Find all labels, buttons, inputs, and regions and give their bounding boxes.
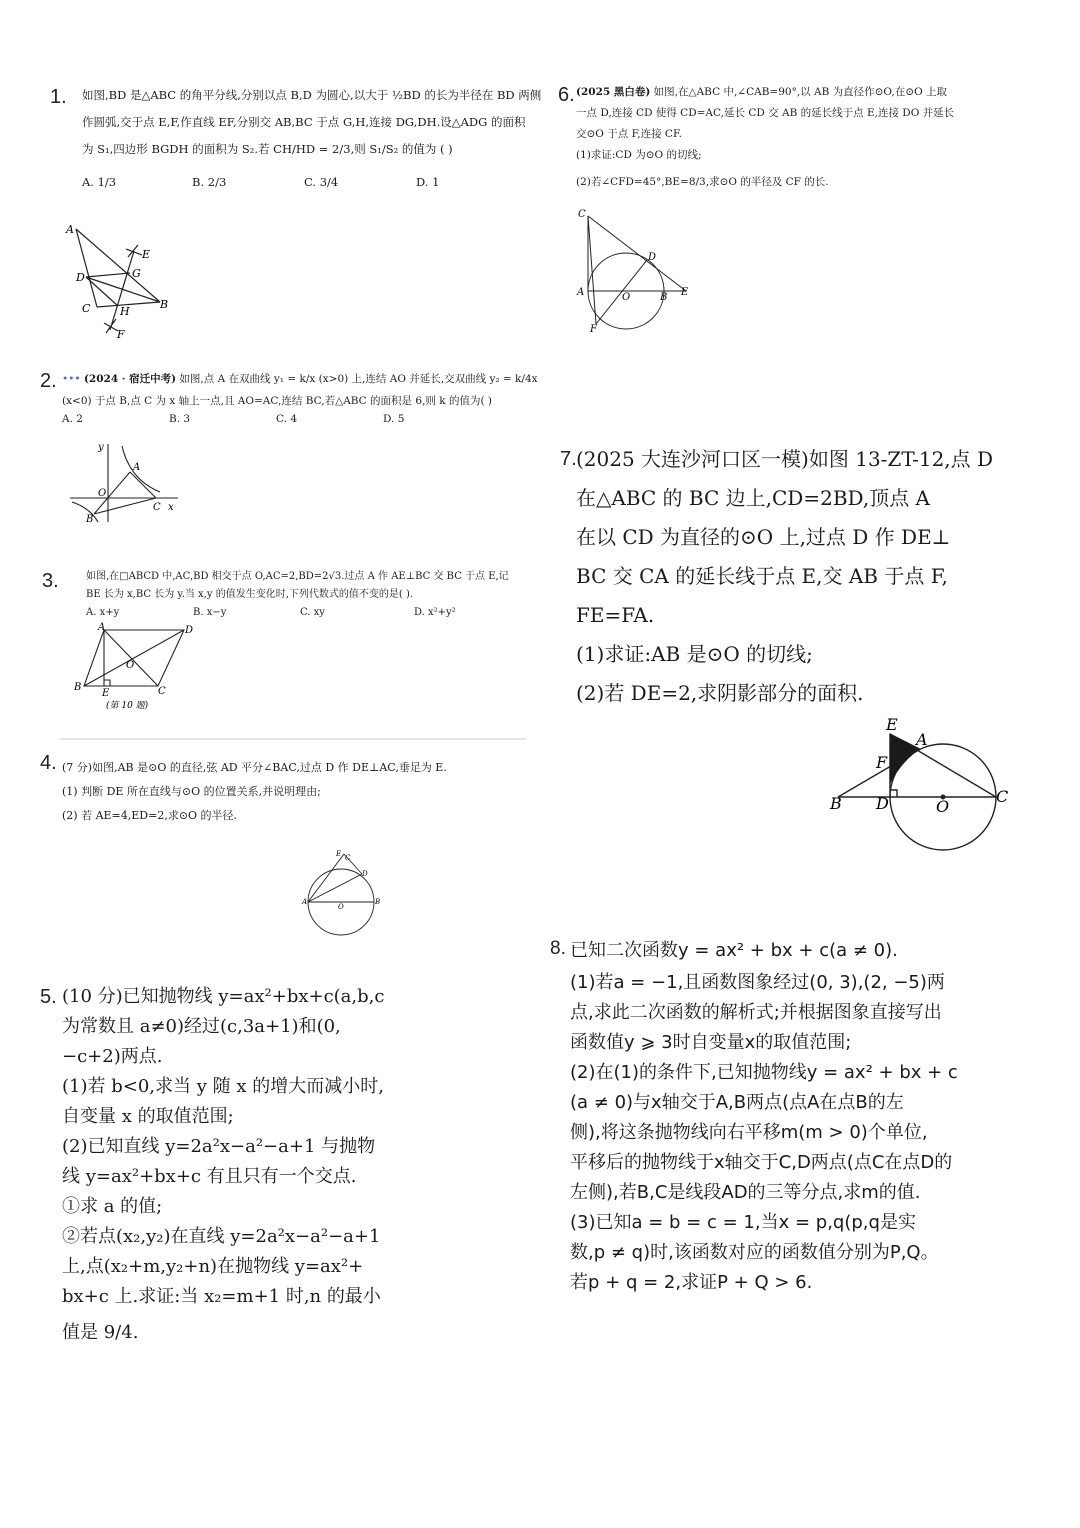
problem-8-line: (a ≠ 0)与x轴交于A,B两点(点A在点B的左 [570, 1092, 904, 1113]
problem-4-line: (1) 判断 DE 所在直线与⊙O 的位置关系,并说明理由; [62, 785, 321, 798]
label-e: E [102, 688, 110, 699]
label-e: E [336, 850, 342, 858]
problem-8-line: (3)已知a = b = c = 1,当x = p,q(p,q是实 [570, 1212, 916, 1233]
label-c: C [158, 686, 166, 697]
problem-8-line: (1)若a = −1,且函数图象经过(0, 3),(2, −5)两 [570, 972, 945, 993]
problem-6-source: (2025 黑白卷) [576, 86, 651, 98]
label-a: A [66, 223, 74, 236]
label-o: O [936, 797, 950, 816]
problem-5-number: 5. [40, 986, 57, 1008]
figure-caption: (第 10 题) [106, 701, 149, 711]
label-f: F [876, 753, 888, 772]
problem-1-number: 1. [50, 86, 67, 108]
label-c: C [996, 787, 1009, 806]
problem-6-line: (1)求证:CD 为⊙O 的切线; [576, 149, 702, 161]
problem-5-line: 线 y=ax²+bx+c 有且只有一个交点. [62, 1166, 357, 1187]
problem-2-number: 2. [40, 370, 57, 392]
problem-4-figure [300, 846, 385, 941]
problem-4-line: (7 分)如图,AB 是⊙O 的直径,弦 AD 平分∠BAC,过点 D 作 DE⊥AC,垂足为 E. [62, 761, 447, 774]
problem-2-source: (2024 · 宿迁中考) [83, 373, 177, 385]
label-b: B [86, 514, 94, 525]
problem-7-line: 在以 CD 为直径的⊙O 上,过点 D 作 DE⊥ [576, 525, 951, 549]
problem-7-figure [826, 712, 1016, 852]
problem-5-line: (1)若 b<0,求当 y 随 x 的增大而减小时, [62, 1076, 384, 1097]
problem-8-line: 若p + q = 2,求证P + Q > 6. [570, 1272, 813, 1293]
label-x: x [168, 502, 174, 513]
problem-6-figure [568, 200, 698, 335]
problem-6-line: (2)若∠CFD=45°,BE=8/3,求⊙O 的半径及 CF 的长. [576, 176, 829, 188]
option-b: B. 2/3 [192, 175, 227, 189]
problem-6-line: 如图,在△ABC 中,∠CAB=90°,以 AB 为直径作⊙O,在⊙O 上取 [653, 86, 948, 98]
option-a: A. x+y [86, 607, 120, 618]
problem-8-line: 函数值y ⩾ 3时自变量x的取值范围; [570, 1032, 852, 1053]
problem-6-line: 交⊙O 于点 F,连接 CF. [576, 128, 682, 140]
problem-8-line: (2)在(1)的条件下,已知抛物线y = ax² + bx + c [570, 1062, 958, 1083]
label-b: B [375, 898, 381, 906]
label-g: G [132, 267, 141, 280]
problem-3-line: BE 长为 x,BC 长为 y.当 x,y 的值发生变化时,下列代数式的值不变的是( ). [86, 589, 414, 600]
problem-7-line: 在△ABC 的 BC 边上,CD=2BD,顶点 A [576, 486, 930, 510]
problem-2-figure [68, 440, 183, 525]
label-a: A [916, 730, 928, 749]
problem-7-line: (1)求证:AB 是⊙O 的切线; [576, 642, 813, 666]
label-a: A [98, 622, 106, 633]
problem-8-line: 侧),将这条抛物线向右平移m(m > 0)个单位, [570, 1122, 928, 1143]
label-e: E [886, 715, 898, 734]
label-h: H [120, 305, 130, 318]
label-a: A [302, 898, 308, 906]
problem-5-line: −c+2)两点. [62, 1046, 163, 1067]
option-a: A. 1/3 [82, 175, 117, 189]
problem-5-line: bx+c 上.求证:当 x₂=m+1 时,n 的最小 [62, 1286, 381, 1307]
problem-6-line: 一点 D,连接 CD 使得 CD=AC,延长 CD 交 AB 的延长线于点 E,连接 DO 并延长 [576, 107, 955, 119]
label-c: C [153, 502, 161, 513]
label-b: B [74, 682, 82, 693]
label-d: D [76, 271, 85, 284]
label-b: B [160, 298, 169, 311]
label-o: O [126, 660, 135, 671]
option-d: D. 5 [383, 413, 405, 425]
label-e: E [142, 248, 151, 261]
problem-2-line: (x<0) 于点 B,点 C 为 x 轴上一点,且 AO=AC,连结 BC,若△ABC 的面积是 6,则 k 的值为( ) [62, 395, 492, 407]
problem-5-line: (2)已知直线 y=2a²x−a²−a+1 与抛物 [62, 1136, 376, 1157]
label-d: D [362, 870, 368, 878]
problem-1-line: 如图,BD 是△ABC 的角平分线,分别以点 B,D 为圆心,以大于 ½BD 的长为半径在 BD 两侧 [82, 88, 542, 102]
problem-5-line: 值是 9/4. [62, 1322, 139, 1343]
label-f: F [590, 324, 597, 335]
label-c: C [345, 854, 351, 862]
label-b: B [660, 292, 668, 303]
problem-3-line: 如图,在□ABCD 中,AC,BD 相交于点 O,AC=2,BD=2√3.过点 A 作 AE⊥BC 交 BC 于点 E,记 [86, 571, 509, 582]
problem-6-number: 6. [558, 84, 575, 106]
problem-8-line: 已知二次函数y = ax² + bx + c(a ≠ 0). [570, 940, 898, 961]
problem-7-line: (2025 大连沙河口区一模)如图 13-ZT-12,点 D [576, 447, 994, 471]
label-a: A [133, 462, 141, 473]
option-c: C. xy [300, 607, 325, 618]
label-d: D [648, 252, 657, 263]
problem-8-line: 左侧),若B,C是线段AD的三等分点,求m的值. [570, 1182, 921, 1203]
problem-7-line: BC 交 CA 的延长线于点 E,交 AB 于点 F, [576, 564, 948, 588]
problem-1-line: 为 S₁,四边形 BGDH 的面积为 S₂.若 CH/HD = 2/3,则 S₁/S₂ 的值为 ( ) [82, 142, 453, 156]
label-o: O [338, 903, 344, 911]
option-c: C. 4 [276, 413, 298, 425]
option-d: D. 1 [416, 175, 440, 189]
option-a: A. 2 [62, 413, 83, 425]
problem-3-figure [70, 620, 200, 715]
label-y: y [98, 442, 104, 453]
label-e: E [681, 287, 689, 298]
problem-2-line: 如图,点 A 在双曲线 y₁ = k/x (x>0) 上,连结 AO 并延长,交双曲线 y₂ = k/4x [179, 373, 538, 385]
problem-5-line: 上,点(x₂+m,y₂+n)在抛物线 y=ax²+ [62, 1256, 364, 1277]
option-b: B. 3 [169, 413, 191, 425]
problem-5-line: 自变量 x 的取值范围; [62, 1106, 234, 1127]
divider [60, 738, 526, 740]
problem-7-number: 7. [560, 448, 577, 470]
problem-8-line: 数,p ≠ q)时,该函数对应的函数值分别为P,Q。 [570, 1242, 939, 1263]
label-o: O [622, 292, 631, 303]
problem-1-line: 作圆弧,交于点 E,F,作直线 EF,分别交 AB,BC 于点 G,H,连接 DG,DH.设△ADG 的面积 [82, 115, 526, 129]
problem-4-number: 4. [40, 752, 57, 774]
option-c: C. 3/4 [304, 175, 339, 189]
problem-8-number: 8. [550, 938, 566, 959]
label-o: O [98, 488, 107, 499]
problem-8-line: 点,求此二次函数的解析式;并根据图象直接写出 [570, 1002, 942, 1023]
label-c: C [82, 302, 91, 315]
problem-5-line: (10 分)已知抛物线 y=ax²+bx+c(a,b,c [62, 986, 385, 1007]
label-f: F [117, 328, 125, 340]
problem-5-line: 为常数且 a≠0)经过(c,3a+1)和(0, [62, 1016, 341, 1037]
problem-5-line: ①求 a 的值; [62, 1196, 163, 1217]
label-a: A [577, 287, 585, 298]
label-b: B [830, 794, 842, 813]
problem-8-line: 平移后的抛物线于x轴交于C,D两点(点C在点D的 [570, 1152, 953, 1173]
option-d: D. x²+y² [414, 607, 456, 618]
problem-3-number: 3. [42, 570, 59, 592]
problem-5-line: ②若点(x₂,y₂)在直线 y=2a²x−a²−a+1 [62, 1226, 381, 1247]
problem-7-line: FE=FA. [576, 603, 655, 627]
problem-4-line: (2) 若 AE=4,ED=2,求⊙O 的半径. [62, 809, 238, 822]
label-d: D [185, 625, 194, 636]
label-c: C [578, 209, 586, 220]
problem-7-line: (2)若 DE=2,求阴影部分的面积. [576, 681, 864, 705]
label-d: D [876, 794, 889, 813]
option-b: B. x−y [193, 607, 227, 618]
problem-1-figure [60, 215, 180, 340]
